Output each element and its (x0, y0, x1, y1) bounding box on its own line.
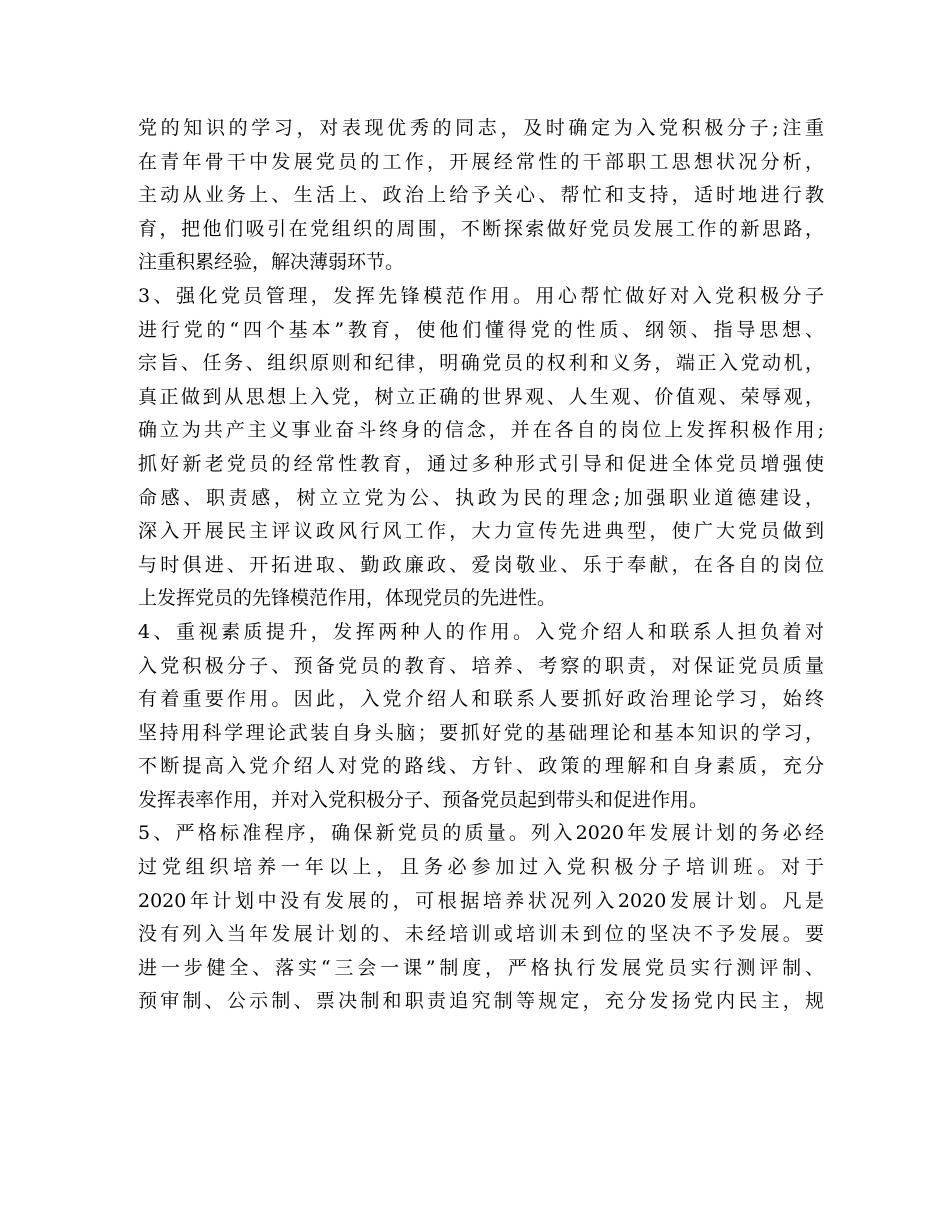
text-line: 确立为共产主义事业奋斗终身的信念，并在各自的岗位上发挥积极作用; (138, 419, 824, 442)
text-line: 注重积累经验，解决薄弱环节。 (138, 251, 405, 274)
text-line: 主动从业务上、生活上、政治上给予关心、帮忙和支持，适时地进行教 (138, 184, 824, 207)
text-line: 有着重要作用。因此，入党介绍人和联系人要抓好政治理论学习，始终 (138, 688, 824, 711)
text-line: 5、严格标准程序，确保新党员的质量。列入2020年发展计划的务必经 (138, 822, 824, 845)
text-line: 进行党的“四个基本”教育，使他们懂得党的性质、纲领、指导思想、 (138, 318, 824, 341)
text-line: 育，把他们吸引在党组织的周围，不断探索做好党员发展工作的新思路， (138, 217, 824, 240)
text-line: 在青年骨干中发展党员的工作，开展经常性的干部职工思想状况分析， (138, 150, 824, 173)
text-line: 宗旨、任务、组织原则和纪律，明确党员的权利和义务，端正入党动机， (138, 352, 824, 375)
text-line: 上发挥党员的先锋模范作用，体现党员的先进性。 (138, 587, 557, 610)
text-line: 没有列入当年发展计划的、未经培训或培训未到位的坚决不予发展。要 (138, 923, 824, 946)
text-line: 与时俱进、开拓进取、勤政廉政、爱岗敬业、乐于奉献，在各自的岗位 (138, 553, 824, 576)
text-line: 预审制、公示制、票决制和职责追究制等规定，充分发扬党内民主，规 (138, 990, 824, 1013)
text-line: 命感、职责感，树立立党为公、执政为民的理念;加强职业道德建设， (138, 486, 824, 509)
document-body (138, 112, 824, 1019)
text-line: 进一步健全、落实“三会一课”制度，严格执行发展党员实行测评制、 (138, 956, 824, 979)
text-line: 3、强化党员管理，发挥先锋模范作用。用心帮忙做好对入党积极分子 (138, 284, 824, 307)
text-line: 党的知识的学习，对表现优秀的同志，及时确定为入党积极分子;注重 (138, 117, 824, 139)
text-line: 2020年计划中没有发展的，可根据培养状况列入2020发展计划。凡是 (138, 889, 824, 912)
text-line: 真正做到从思想上入党，树立正确的世界观、人生观、价值观、荣辱观， (138, 385, 824, 408)
text-line: 4、重视素质提升，发挥两种人的作用。入党介绍人和联系人担负着对 (138, 620, 824, 643)
text-line: 坚持用科学理论武装自身头脑；要抓好党的基础理论和基本知识的学习， (138, 721, 824, 744)
text-line: 过党组织培养一年以上，且务必参加过入党积极分子培训班。对于 (138, 856, 824, 879)
text-line: 发挥表率作用，并对入党积极分子、预备党员起到带头和促进作用。 (138, 788, 709, 811)
text-line: 深入开展民主评议政风行风工作，大力宣传先进典型，使广大党员做到 (138, 520, 824, 543)
text-line: 抓好新老党员的经常性教育，通过多种形式引导和促进全体党员增强使 (138, 452, 824, 475)
text-line: 入党积极分子、预备党员的教育、培养、考察的职责，对保证党员质量 (138, 654, 824, 677)
text-line: 不断提高入党介绍人对党的路线、方针、政策的理解和自身素质，充分 (138, 755, 824, 778)
